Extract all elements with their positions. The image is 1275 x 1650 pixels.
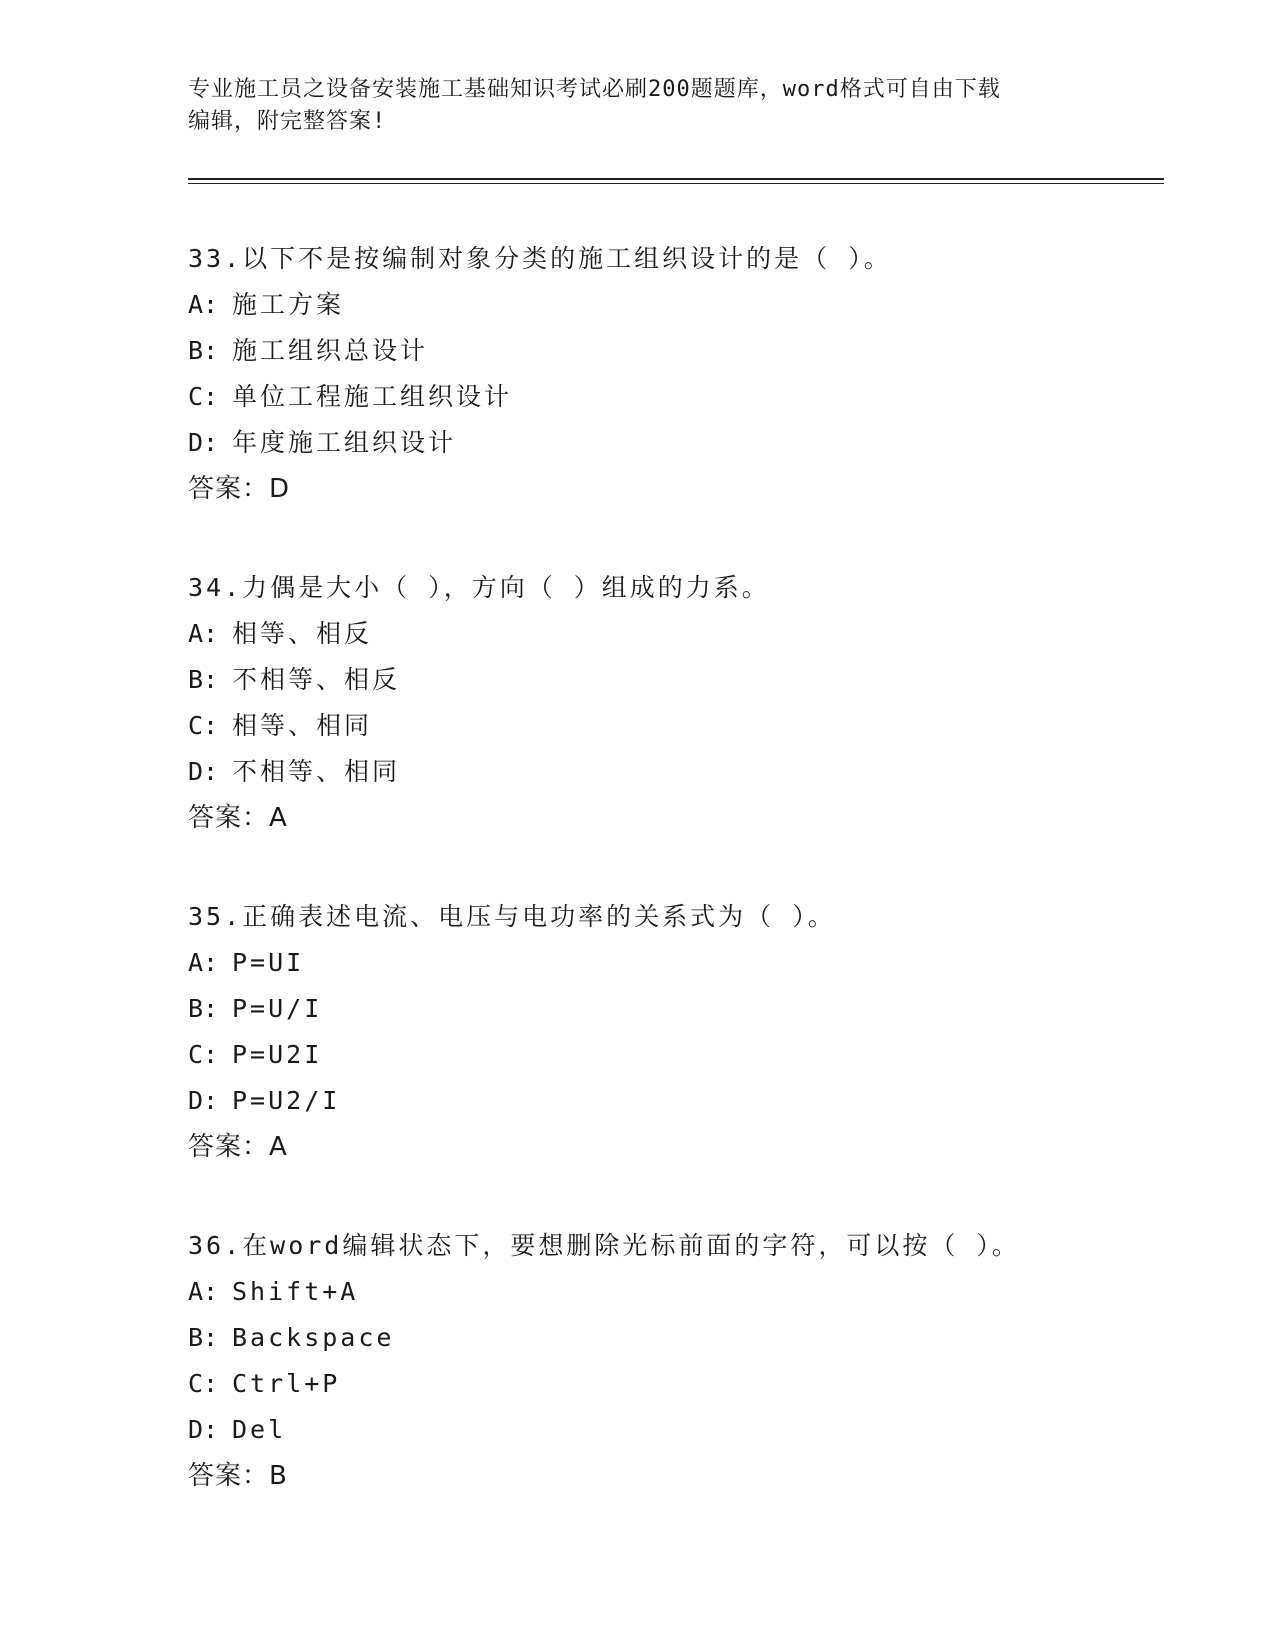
- option-text: 单位工程施工组织设计: [232, 382, 513, 411]
- option-text: P=U2I: [232, 1040, 323, 1069]
- option-letter: A:: [188, 1277, 219, 1306]
- option-b: [188, 328, 1164, 374]
- question-list: [188, 236, 1164, 1552]
- option-text: Ctrl+P: [232, 1369, 341, 1398]
- option-letter: C:: [188, 711, 219, 740]
- question-text: 33.以下不是按编制对象分类的施工组织设计的是（ ）。: [188, 244, 892, 273]
- option-c: [188, 703, 1164, 749]
- option-letter: A:: [188, 948, 219, 977]
- option-text: 不相等、相同: [232, 757, 401, 786]
- question-35: [188, 894, 1164, 1170]
- option-c: [188, 374, 1164, 420]
- option-letter: A:: [188, 619, 219, 648]
- option-c: [188, 1032, 1164, 1078]
- option-b: [188, 986, 1164, 1032]
- option-text: 不相等、相反: [232, 665, 401, 694]
- header-title-line-1: 专业施工员之设备安装施工基础知识考试必刷200题题库，word格式可自由下载: [188, 77, 1001, 102]
- option-text: 施工组织总设计: [232, 336, 429, 365]
- answer-line: 答案：A: [188, 1132, 288, 1162]
- option-letter: D:: [188, 428, 219, 457]
- option-text: Backspace: [232, 1323, 395, 1352]
- option-a: [188, 282, 1164, 328]
- option-letter: B:: [188, 665, 219, 694]
- option-text: P=U/I: [232, 994, 323, 1023]
- question-text: 36.在word编辑状态下，要想删除光标前面的字符，可以按（ ）。: [188, 1231, 1020, 1260]
- header-divider-thin: [188, 183, 1164, 184]
- option-text: Shift+A: [232, 1277, 359, 1306]
- answer-line: 答案：B: [188, 1461, 288, 1491]
- option-a: [188, 1269, 1164, 1315]
- option-letter: B:: [188, 336, 219, 365]
- option-c: [188, 1361, 1164, 1407]
- option-text: P=U2/I: [232, 1086, 341, 1115]
- answer-line: 答案：A: [188, 803, 288, 833]
- option-letter: D:: [188, 757, 219, 786]
- option-letter: D:: [188, 1086, 219, 1115]
- header-divider-thick: [188, 178, 1164, 180]
- option-text: 相等、相反: [232, 619, 373, 648]
- option-letter: C:: [188, 382, 219, 411]
- question-36: [188, 1223, 1164, 1499]
- option-letter: B:: [188, 1323, 219, 1352]
- option-text: P=UI: [232, 948, 305, 977]
- header-title-line-2: 编辑，附完整答案!: [188, 109, 387, 134]
- option-letter: D:: [188, 1415, 219, 1444]
- option-text: 年度施工组织设计: [232, 428, 457, 457]
- option-text: 施工方案: [232, 290, 345, 319]
- question-text: 35.正确表述电流、电压与电功率的关系式为（ ）。: [188, 902, 836, 931]
- question-33: [188, 236, 1164, 512]
- option-letter: C:: [188, 1040, 219, 1069]
- option-b: [188, 1315, 1164, 1361]
- option-letter: B:: [188, 994, 219, 1023]
- option-b: [188, 657, 1164, 703]
- option-text: 相等、相同: [232, 711, 373, 740]
- page-header: [188, 74, 1088, 138]
- question-34: [188, 565, 1164, 841]
- option-a: [188, 611, 1164, 657]
- question-text: 34.力偶是大小（ ），方向（ ）组成的力系。: [188, 573, 770, 602]
- answer-line: 答案：D: [188, 474, 291, 504]
- option-d: [188, 420, 1164, 466]
- option-d: [188, 1078, 1164, 1124]
- option-letter: A:: [188, 290, 219, 319]
- option-d: [188, 1407, 1164, 1453]
- option-letter: C:: [188, 1369, 219, 1398]
- option-text: Del: [232, 1415, 287, 1444]
- option-a: [188, 940, 1164, 986]
- option-d: [188, 749, 1164, 795]
